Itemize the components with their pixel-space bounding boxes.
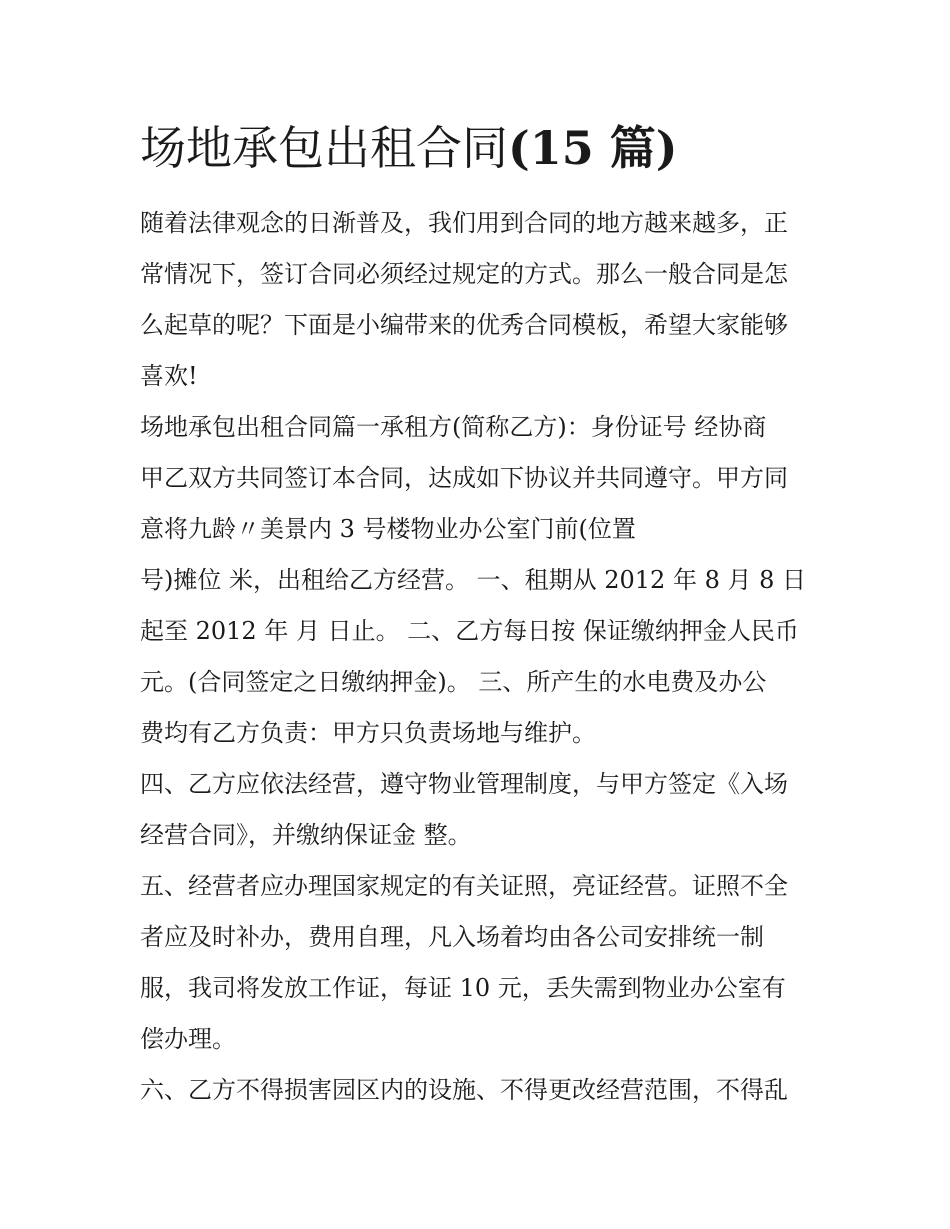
text-line: 场地承包出租合同篇一承租方(简称乙方)：身份证号 经协商	[140, 413, 767, 441]
text-line: 经营合同》，并缴纳保证金 整。	[140, 821, 472, 849]
text-line: 喜欢!	[140, 362, 198, 390]
text-line: 甲乙双方共同签订本合同，达成如下协议并共同遵守。甲方同	[140, 464, 788, 492]
text-line: 费均有乙方负责：甲方只负责场地与维护。	[140, 719, 596, 747]
text-line: 常情况下，签订合同必须经过规定的方式。那么一般合同是怎	[140, 260, 788, 288]
text-line: 六、乙方不得损害园区内的设施、不得更改经营范围，不得乱	[140, 1076, 788, 1104]
text-line: 元。(合同签定之日缴纳押金)。 三、所产生的水电费及办公	[140, 668, 767, 696]
text-line: 服，我司将发放工作证，每证 10 元，丢失需到物业办公室有	[140, 974, 786, 1002]
text-line: 意将九龄〃美景内 3 号楼物业办公室门前(位置	[140, 515, 636, 543]
text-line: 偿办理。	[140, 1025, 236, 1053]
text-line: 随着法律观念的日渐普及，我们用到合同的地方越来越多，正	[140, 209, 788, 237]
title-main: 场地承包出租合同	[140, 121, 508, 175]
text-line: 四、乙方应依法经营，遵守物业管理制度，与甲方签定《入场	[140, 770, 788, 798]
document-title	[140, 112, 840, 184]
text-line: 者应及时补办，费用自理，凡入场着均由各公司安排统一制	[140, 923, 764, 951]
document-body	[140, 198, 820, 1116]
text-line: 起至 2012 年 月 日止。 二、乙方每日按 保证缴纳押金人民币	[140, 617, 799, 645]
text-line: 么起草的呢？下面是小编带来的优秀合同模板，希望大家能够	[140, 311, 788, 339]
text-line: 五、经营者应办理国家规定的有关证照，亮证经营。证照不全	[140, 872, 788, 900]
text-line: 号)摊位 米，出租给乙方经营。 一、租期从 2012 年 8 月 8 日	[140, 566, 807, 594]
title-suffix: (15 篇)	[508, 121, 678, 175]
